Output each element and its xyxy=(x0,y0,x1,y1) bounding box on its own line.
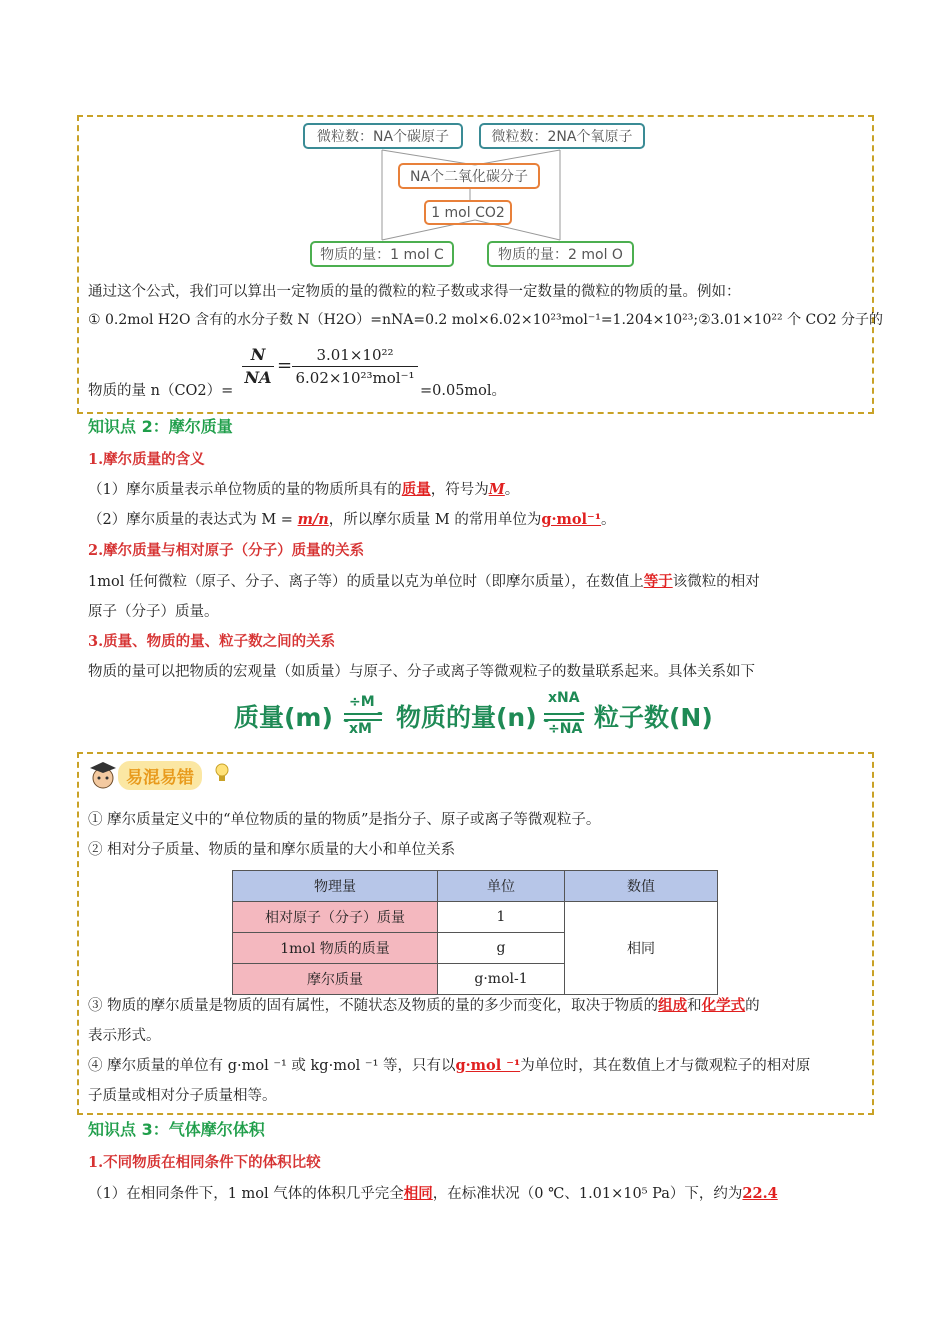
table-row xyxy=(233,902,718,933)
equals-sign: = xyxy=(277,355,293,376)
box2-p4-line2: 子质量或相对分子质量相等。 xyxy=(88,1088,277,1104)
fraction-value xyxy=(292,344,418,389)
box2-p2: ② 相对分子质量、物质的量和摩尔质量的大小和单位关系 xyxy=(88,842,456,858)
kp2-s3-line1: 物质的量可以把物质的宏观量（如质量）与原子、分子或离子等微观粒子的数量联系起来。具体关系如下 xyxy=(88,664,755,680)
kp2-s2-line2: 原子（分子）质量。 xyxy=(88,604,219,620)
box2-p3-line2: 表示形式。 xyxy=(88,1028,161,1044)
answer-same: 相同 xyxy=(403,1185,433,1202)
kp3-title: 知识点 3：气体摩尔体积 xyxy=(88,1120,265,1139)
table-merged-value: 相同 xyxy=(565,902,718,995)
text: （1）在相同条件下，1 mol 气体的体积几乎完全 xyxy=(88,1186,404,1202)
table-header-row xyxy=(233,871,718,902)
formula-div-m: ÷M xyxy=(349,694,375,710)
text: 。 xyxy=(601,512,616,528)
text: ，在标准状况（0 ℃、1.01×10⁵ Pa）下，约为 xyxy=(432,1186,743,1202)
table-header: 物理量 xyxy=(233,871,438,902)
kp2-s3-title: 3.质量、物质的量、粒子数之间的关系 xyxy=(88,633,336,650)
answer-mass: 质量 xyxy=(401,481,431,498)
kp2-s2-line1 xyxy=(88,571,760,593)
table-cell: 1mol 物质的质量 xyxy=(233,933,438,964)
kp2-s1-line1 xyxy=(88,479,519,501)
confusion-badge xyxy=(88,758,238,792)
table-cell: g·mol-1 xyxy=(438,964,565,995)
text: ④ 摩尔质量的单位有 g·mol ⁻¹ 或 kg·mol ⁻¹ 等，只有以 xyxy=(88,1058,456,1074)
relation-formula xyxy=(0,688,950,744)
frac-right-den: 6.02×10²³mol⁻¹ xyxy=(295,369,415,387)
diagram-oxygen-atoms: 微粒数：2NA个氧原子 xyxy=(479,123,645,149)
frac-right-num: 3.01×10²² xyxy=(292,344,418,367)
text: 的 xyxy=(745,998,760,1014)
formula-mul-m: xM xyxy=(349,721,372,737)
kp2-s2-title: 2.摩尔质量与相对原子（分子）质量的关系 xyxy=(88,542,365,559)
text: 该微粒的相对 xyxy=(672,574,760,590)
answer-equal: 等于 xyxy=(643,573,673,590)
diagram-carbon-atoms: 微粒数：NA个碳原子 xyxy=(303,123,463,149)
kp2-s1-line2 xyxy=(88,509,616,531)
formula-particles: 粒子数(N) xyxy=(594,703,713,732)
text: ③ 物质的摩尔质量是物质的固有属性，不随状态及物质的量的多少而变化，取决于物质的 xyxy=(88,998,659,1014)
answer-formula: 化学式 xyxy=(701,997,746,1014)
table-cell: 1 xyxy=(438,902,565,933)
diagram-oxygen-mol: 物质的量：2 mol O xyxy=(487,241,634,267)
box2-p4 xyxy=(88,1055,810,1077)
table-cell: g xyxy=(438,933,565,964)
fraction-n-over-na xyxy=(242,344,274,389)
table-header: 单位 xyxy=(438,871,565,902)
box1-example: ① 0.2mol H2O 含有的水分子数 N（H2O）=nNA=0.2 mol×6.02×10²³mol⁻¹=1.204×10²³;②3.01×10²² 个 CO2 分子的 xyxy=(88,312,884,328)
lightbulb-icon xyxy=(214,762,230,784)
kp2-title: 知识点 2：摩尔质量 xyxy=(88,417,233,436)
text: （2）摩尔质量的表达式为 M = xyxy=(88,512,298,528)
text: （1）摩尔质量表示单位物质的量的物质所具有的 xyxy=(88,482,402,498)
table-header: 数值 xyxy=(565,871,718,902)
text: 。 xyxy=(504,482,520,498)
answer-expression: m/n xyxy=(297,511,329,528)
box2-p1: ① 摩尔质量定义中的“单位物质的量的物质”是指分子、原子或离子等微观粒子。 xyxy=(88,812,601,828)
text: 1mol 任何微粒（原子、分子、离子等）的质量以克为单位时（即摩尔质量），在数值上 xyxy=(88,574,644,590)
kp3-s1-title: 1.不同物质在相同条件下的体积比较 xyxy=(88,1154,321,1171)
frac-left-num: N xyxy=(242,344,274,367)
text: ，符号为 xyxy=(430,482,489,498)
formula-div-na: ÷NA xyxy=(548,721,583,737)
formula-mul-na: xNA xyxy=(548,690,580,706)
badge-label: 易混易错 xyxy=(118,761,202,790)
diagram-co2-mol: 1 mol CO2 xyxy=(424,200,512,225)
comparison-table xyxy=(232,870,718,995)
formula-mass: 质量(m) xyxy=(234,703,333,732)
text: ，所以摩尔质量 M 的常用单位为 xyxy=(328,512,542,528)
box1-intro: 通过这个公式，我们可以算出一定物质的量的微粒的粒子数或求得一定数量的微粒的物质的量。例如： xyxy=(88,284,741,300)
text: 和 xyxy=(687,998,702,1014)
kp2-s1-title: 1.摩尔质量的含义 xyxy=(88,451,205,468)
box1-result-prefix: 物质的量 n（CO2）= xyxy=(88,383,234,399)
kp3-s1-line1 xyxy=(88,1183,778,1205)
answer-volume: 22.4 xyxy=(742,1185,778,1202)
frac-left-den: NA xyxy=(244,368,272,387)
answer-symbol-m: M xyxy=(488,481,505,498)
box1-result-suffix: =0.05mol。 xyxy=(420,383,507,399)
answer-unit: g·mol⁻¹ xyxy=(541,511,602,528)
text: 为单位时，其在数值上才与微观粒子的相对原 xyxy=(520,1058,811,1074)
answer-unit: g·mol ⁻¹ xyxy=(455,1057,521,1074)
formula-amount: 物质的量(n) xyxy=(396,703,537,732)
answer-composition: 组成 xyxy=(658,997,688,1014)
diagram-carbon-mol: 物质的量：1 mol C xyxy=(310,241,454,267)
table-cell: 摩尔质量 xyxy=(233,964,438,995)
student-avatar-icon xyxy=(88,760,118,792)
box2-p3 xyxy=(88,995,760,1017)
diagram-co2-molecules: NA个二氧化碳分子 xyxy=(398,163,540,189)
table-cell: 相对原子（分子）质量 xyxy=(233,902,438,933)
